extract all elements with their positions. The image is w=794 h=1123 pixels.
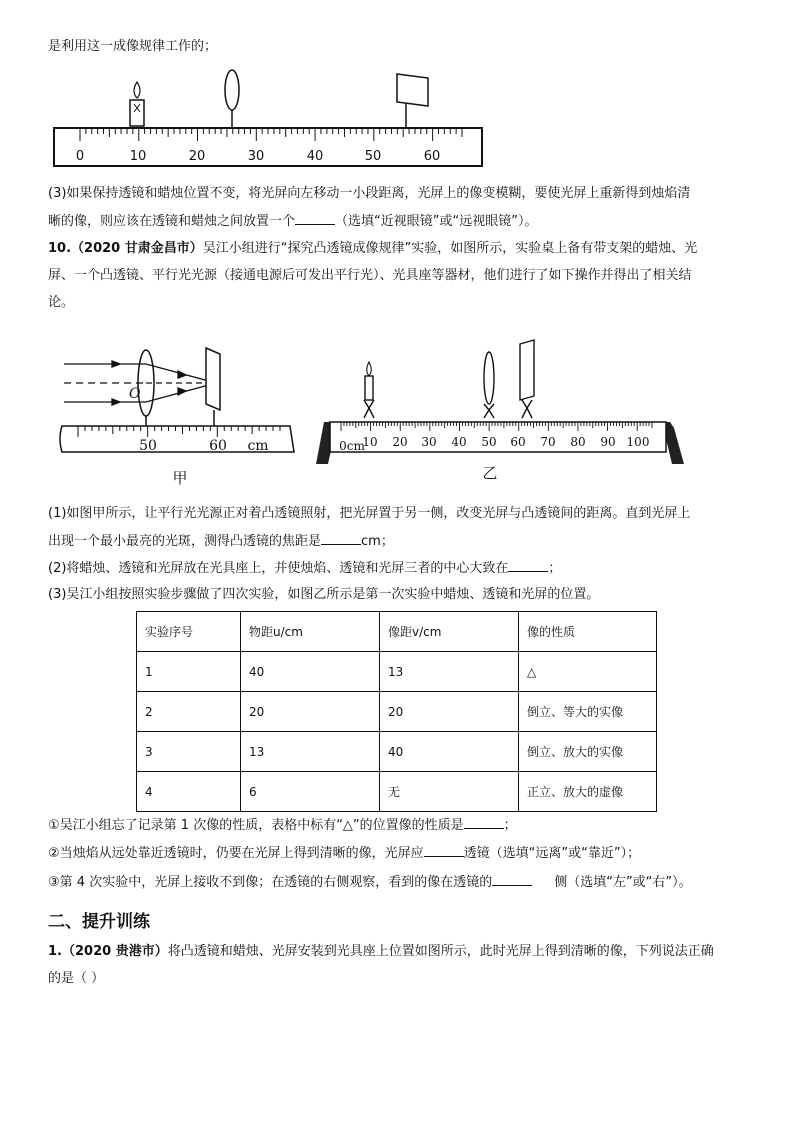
question-number: 10. [48, 241, 72, 256]
q1-line-2: 的是（ ） [48, 971, 105, 986]
optical-bench-figure-1 [50, 68, 490, 178]
tick-label: 60 [510, 435, 526, 449]
lens-icon [484, 352, 494, 418]
sub2-text-b: ； [548, 561, 562, 576]
table-cell: 4 [137, 772, 241, 812]
tick-label: 0cm [339, 439, 365, 453]
table-cell: 倒立、等大的实像 [519, 692, 657, 732]
circle3-text-a: ③第 4 次实验中，光屏上接收不到像；在透镜的右侧观察，看到的像在透镜的 [48, 875, 493, 890]
table-cell: 倒立、放大的实像 [519, 732, 657, 772]
table-row [137, 732, 657, 772]
screen-icon [206, 348, 220, 410]
tick-label: 10 [129, 149, 147, 164]
question-source: （2020 贵港市） [61, 944, 168, 959]
tick-label: 40 [451, 435, 467, 449]
table-cell: 13 [241, 732, 380, 772]
tick-label: 30 [247, 149, 265, 164]
lens-center-label: O [129, 386, 141, 402]
tick-label: 60 [209, 438, 227, 454]
q1-line-1 [48, 943, 714, 961]
answer-blank[interactable] [464, 816, 504, 829]
table-header-cell: 实验序号 [137, 612, 241, 652]
tick-label: 50 [139, 438, 157, 454]
tick-label: 100 [626, 435, 650, 449]
tick-label: 60 [423, 149, 441, 164]
q10-line-1 [48, 240, 697, 258]
circle1-text-b: ； [503, 818, 517, 833]
tick-label: 20 [392, 435, 408, 449]
sub2-line [48, 559, 561, 578]
table-header-cell: 像距v/cm [380, 612, 519, 652]
sub1-text-a: 出现一个最小最亮的光斑，测得凸透镜的焦距是 [48, 534, 322, 549]
top-text-line: 是利用这一成像规律工作的； [48, 39, 218, 54]
circle3-line [48, 873, 692, 892]
table-cell: 正立、放大的虚像 [519, 772, 657, 812]
tick-label: 30 [421, 435, 437, 449]
tick-label: 50 [481, 435, 497, 449]
table-row [137, 652, 657, 692]
answer-blank[interactable] [424, 844, 464, 857]
circle2-text-b: 透镜（选填“远离”或“靠近”）； [463, 846, 641, 861]
q3-text-b: （选填“近视眼镜”或“远视眼镜”）。 [335, 214, 538, 229]
table-header-cell: 物距u/cm [241, 612, 380, 652]
sub1-text-b: cm； [361, 534, 394, 549]
sub1-line-2 [48, 532, 394, 551]
tick-label: 70 [540, 435, 556, 449]
figure-caption: 甲 [172, 469, 188, 487]
sub3-line: (3)吴江小组按照实验步骤做了四次实验，如图乙所示是第一次实验中蜡烛、透镜和光屏的位置。 [48, 587, 600, 602]
circle2-line [48, 844, 640, 863]
tick-label: 80 [570, 435, 586, 449]
tick-label: 90 [600, 435, 616, 449]
table-cell: 40 [380, 732, 519, 772]
tick-label: 10 [362, 435, 378, 449]
tick-label: cm [247, 438, 269, 454]
q1-text: 将凸透镜和蜡烛、光屏安装到光具座上位置如图所示，此时光屏上得到清晰的像，下列说法正确 [167, 944, 714, 959]
tick-label: 0 [75, 149, 85, 164]
q3-text-a: 晰的像，则应该在透镜和蜡烛之间放置一个 [48, 214, 296, 229]
circle1-line [48, 816, 517, 835]
circle2-text-a: ②当烛焰从远处靠近透镜时，仍要在光屏上得到清晰的像，光屏应 [48, 846, 424, 861]
candle-icon [130, 82, 144, 126]
table-cell: 20 [380, 692, 519, 732]
q10-line-3: 论。 [48, 295, 75, 310]
q10-text: 吴江小组进行“探究凸透镜成像规律”实验，如图所示，实验桌上备有带支架的蜡烛、光 [202, 241, 698, 256]
table-cell: △ [519, 652, 657, 692]
answer-blank[interactable] [492, 873, 532, 886]
sub1-line-1: (1)如图甲所示，让平行光光源正对着凸透镜照射，把光屏置于另一侧，改变光屏与凸透镜间的距离。直到光屏上 [48, 506, 691, 521]
candle-icon [364, 362, 374, 418]
figure-jia [58, 342, 308, 487]
figure-yi [312, 338, 692, 483]
table-cell: 1 [137, 652, 241, 692]
table-cell: 20 [241, 692, 380, 732]
circle1-text-a: ①吴江小组忘了记录第 1 次像的性质，表格中标有“△”的位置像的性质是 [48, 818, 464, 833]
answer-blank[interactable] [321, 532, 361, 545]
question-source: （2020 甘肃金昌市） [71, 241, 203, 256]
table-row [137, 772, 657, 812]
answer-blank[interactable] [508, 559, 548, 572]
circle3-text-b: 侧（选填“左”或“右”）。 [554, 875, 692, 890]
table-cell: 13 [380, 652, 519, 692]
q3-line-1: (3)如果保持透镜和蜡烛位置不变，将光屏向左移动一小段距离，光屏上的像变模糊，要使光屏上重新得到烛焰清 [48, 186, 691, 201]
tick-label: 50 [364, 149, 382, 164]
experiment-table [136, 611, 657, 812]
q10-line-2: 屏、一个凸透镜、平行光光源（接通电源后可发出平行光）、光具座等器材，他们进行了如下操作并得出了相关结 [48, 268, 692, 283]
lens-icon [225, 70, 239, 128]
screen-icon [520, 340, 534, 418]
section-title: 二、提升训练 [48, 912, 150, 932]
table-cell: 2 [137, 692, 241, 732]
tick-label: 40 [306, 149, 324, 164]
sub2-text-a: (2)将蜡烛、透镜和光屏放在光具座上，并使烛焰、透镜和光屏三者的中心大致在 [48, 561, 509, 576]
table-cell: 无 [380, 772, 519, 812]
table-cell: 40 [241, 652, 380, 692]
table-cell: 3 [137, 732, 241, 772]
table-cell: 6 [241, 772, 380, 812]
q3-line-2 [48, 212, 537, 231]
tick-label: 20 [188, 149, 206, 164]
question-number: 1. [48, 944, 62, 959]
figure-caption: 乙 [482, 464, 498, 482]
table-header-cell: 像的性质 [519, 612, 657, 652]
table-header-row [137, 612, 657, 652]
table-row [137, 692, 657, 732]
screen-icon [397, 74, 428, 128]
answer-blank[interactable] [295, 212, 335, 225]
